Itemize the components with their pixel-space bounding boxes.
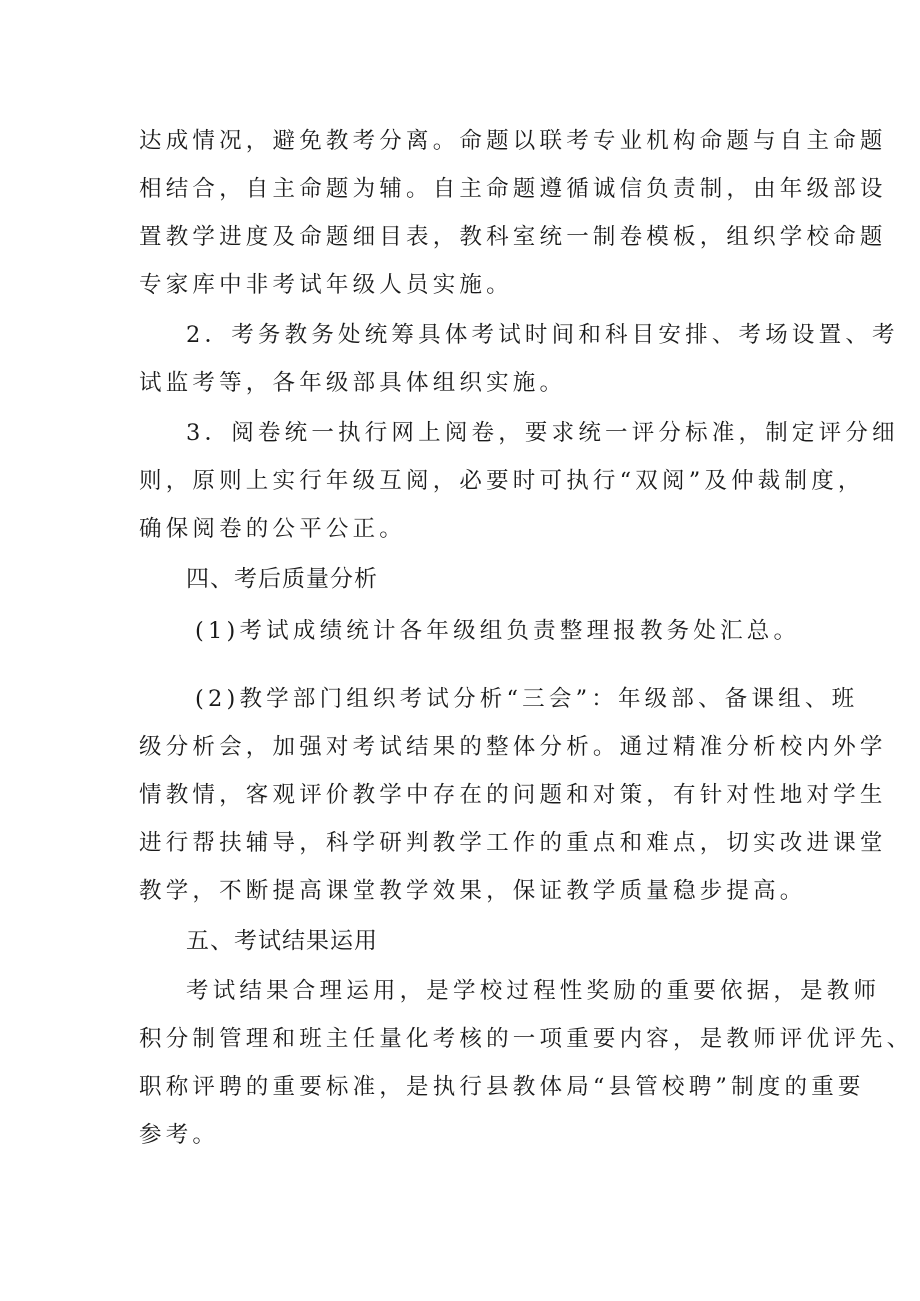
item-3-line: 确保阅卷的公平公正。 [139,516,407,542]
sub-item-1: (1)考试成绩统计各年级组负责整理报教务处汇总。 [195,618,801,644]
paragraph-line: 相结合，自主命题为辅。自主命题遵循诚信负责制，由年级部设 [139,176,887,202]
paragraph-line: 达成情况，避免教考分离。命题以联考专业机构命题与自主命题 [139,128,887,154]
paragraph-5-line: 职称评聘的重要标准，是执行县教体局“县管校聘”制度的重要 [139,1074,865,1100]
paragraph-5-line: 考试结果合理运用，是学校过程性奖励的重要依据，是教师 [186,978,881,1004]
section-heading-4: 四、考后质量分析 [186,566,378,592]
paragraph-line: 置教学进度及命题细目表，教科室统一制卷模板，组织学校命题 [139,224,887,250]
sub-item-2-line: (2)教学部门组织考试分析“三会”：年级部、备课组、班 [195,686,859,712]
paragraph-5-line: 参考。 [139,1122,220,1148]
item-2-line: 试监考等，各年级部具体组织实施。 [139,370,567,396]
sub-item-2-line: 情教情，客观评价教学中存在的问题和对策，有针对性地对学生 [139,782,887,808]
sub-item-2-line: 教学，不断提高课堂教学效果，保证教学质量稳步提高。 [139,878,807,904]
sub-item-2-line: 进行帮扶辅导，科学研判教学工作的重点和难点，切实改进课堂 [139,830,887,856]
item-3-line: 则，原则上实行年级互阅，必要时可执行“双阅”及仲裁制度， [139,468,865,494]
paragraph-5-line: 积分制管理和班主任量化考核的一项重要内容，是教师评优评先、 [139,1026,914,1052]
item-3-line: 3．阅卷统一执行网上阅卷，要求统一评分标准，制定评分细 [186,420,899,446]
item-2-line: 2．考务教务处统筹具体考试时间和科目安排、考场设置、考 [186,322,899,348]
sub-item-2-line: 级分析会，加强对考试结果的整体分析。通过精准分析校内外学 [139,734,887,760]
section-heading-5: 五、考试结果运用 [186,928,378,954]
paragraph-line: 专家库中非考试年级人员实施。 [139,272,513,298]
